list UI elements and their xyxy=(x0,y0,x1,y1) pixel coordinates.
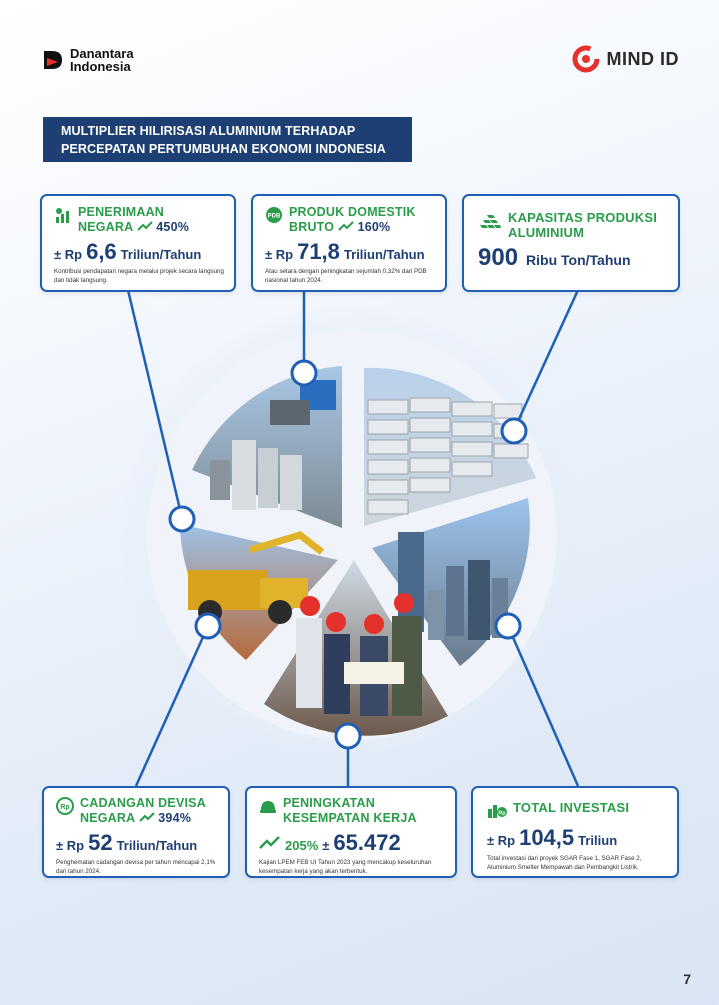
kapasitas-value: 900 xyxy=(478,244,519,271)
kerja-heading-2: KESEMPATAN KERJA xyxy=(283,811,417,825)
penerimaan-unit: Triliun/Tahun xyxy=(120,247,202,262)
trend-up-icon xyxy=(338,221,354,231)
danantara-mark-icon xyxy=(42,49,64,71)
cadangan-growth: 394% xyxy=(158,811,192,825)
brand-left-line1: Danantara xyxy=(70,46,134,61)
card-kesempatan-kerja xyxy=(245,786,457,878)
investasi-heading: TOTAL INVESTASI xyxy=(513,800,630,815)
penerimaan-heading-2: NEGARA xyxy=(78,220,133,234)
penerimaan-prefix: ± Rp xyxy=(54,247,83,262)
coin-rp-icon xyxy=(56,797,74,815)
node-kapasitas xyxy=(502,419,526,443)
card-cadangan-devisa xyxy=(42,786,230,878)
cadangan-unit: Triliun/Tahun xyxy=(116,838,198,853)
card-total-investasi xyxy=(471,786,679,878)
hard-hat-icon xyxy=(259,797,277,815)
brand-right: MIND ID xyxy=(606,48,679,69)
node-kerja xyxy=(336,724,360,748)
growth-coin-icon xyxy=(54,206,72,224)
svg-text:PDB: PDB xyxy=(267,213,281,220)
node-cadangan xyxy=(196,614,220,638)
investasi-value: 104,5 xyxy=(519,825,575,850)
pdb-heading-2: BRUTO xyxy=(289,220,335,234)
ingot-stack-icon xyxy=(478,211,502,229)
pdb-badge-icon xyxy=(265,206,283,224)
pdb-growth: 160% xyxy=(357,220,391,234)
brand-left-line2: Indonesia xyxy=(70,59,131,74)
card-pdb xyxy=(251,194,447,292)
kapasitas-heading-1: KAPASITAS PRODUKSI xyxy=(508,210,658,225)
penerimaan-note: Kontribusi pendapatan negara melalui projek secara langsung dan tidak langsung. xyxy=(54,268,224,284)
trend-up-icon xyxy=(259,836,281,850)
card-kapasitas-produksi xyxy=(462,194,680,292)
svg-text:Rp: Rp xyxy=(498,810,506,817)
node-investasi xyxy=(496,614,520,638)
page-number: 7 xyxy=(683,971,691,987)
trend-up-icon xyxy=(139,812,155,822)
kerja-note: Kajian LPEM FEB UI Tahun 2023 yang mencakup keseluruhan kesempatan kerja yang akan terbentuk. xyxy=(259,859,432,875)
kapasitas-unit: Ribu Ton/Tahun xyxy=(526,252,631,268)
kerja-value: 65.472 xyxy=(333,830,401,855)
penerimaan-growth: 450% xyxy=(156,220,190,234)
cadangan-prefix: ± Rp xyxy=(56,838,85,853)
pdb-heading-1: PRODUK DOMESTIK xyxy=(289,205,416,219)
kerja-heading-1: PENINGKATAN xyxy=(283,796,376,810)
cadangan-value: 52 xyxy=(88,830,113,855)
investasi-unit: Triliun xyxy=(578,833,618,848)
mind-id-logo xyxy=(571,44,680,74)
penerimaan-heading-1: PENERIMAAN xyxy=(78,205,165,219)
svg-text:Rp: Rp xyxy=(60,804,70,811)
penerimaan-value: 6,6 xyxy=(86,239,117,264)
pdb-value: 71,8 xyxy=(297,239,340,264)
investasi-prefix: ± Rp xyxy=(487,833,516,848)
title-line2: PERCEPATAN PERTUMBUHAN EKONOMI INDONESIA xyxy=(61,142,386,156)
trend-up-icon xyxy=(137,221,153,231)
investasi-note: Total investasi dari proyek SGAR Fase 1, SGAR Fase 2, Aluminium Smelter Mempawah dan Pembangkit Listrik. xyxy=(487,855,642,871)
node-penerimaan xyxy=(170,507,194,531)
pdb-prefix: ± Rp xyxy=(265,247,294,262)
mind-id-ring-icon xyxy=(571,44,601,74)
page-title xyxy=(43,117,412,162)
cadangan-note: Penghematan cadangan devisa per tahun mencapai 2,1% dari tahun 2024. xyxy=(56,859,216,875)
kerja-growth: 205% xyxy=(285,838,319,853)
pdb-unit: Triliun/Tahun xyxy=(343,247,425,262)
investment-icon xyxy=(487,801,507,819)
node-pdb xyxy=(292,361,316,385)
card-penerimaan-negara xyxy=(40,194,236,292)
cadangan-heading-1: CADANGAN DEVISA xyxy=(80,796,206,810)
kapasitas-heading-2: ALUMINIUM xyxy=(508,225,585,240)
pdb-note: Atau setara dengan peningkatan sejumlah 0,32% dari PDB nasional tahun 2024. xyxy=(265,268,427,284)
kerja-prefix: ± xyxy=(322,838,330,853)
title-line1: MULTIPLIER HILIRISASI ALUMINIUM TERHADAP xyxy=(61,124,356,138)
danantara-logo xyxy=(42,47,134,73)
cadangan-heading-2: NEGARA xyxy=(80,811,135,825)
